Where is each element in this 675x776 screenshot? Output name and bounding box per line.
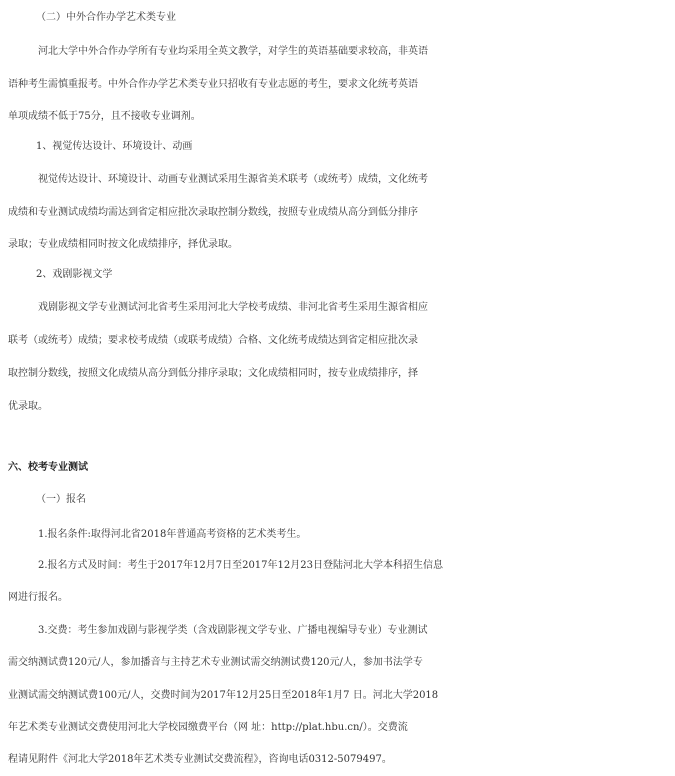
list-item: 2.报名方式及时间：考生于2017年12月7日至2017年12月23日登陆河北大学本科招生信息 [38, 560, 443, 571]
subsection-heading: （一）报名 [36, 494, 86, 505]
subsection-heading: 1、视觉传达设计、环境设计、动画 [36, 141, 193, 152]
paragraph-line: 河北大学中外合作办学所有专业均采用全英文教学，对学生的英语基础要求较高，非英语 [38, 46, 428, 57]
section-heading: （二）中外合作办学艺术类专业 [36, 12, 176, 23]
paragraph-line: 需交纳测试费120元/人，参加播音与主持艺术专业测试需交纳测试费120元/人，参加书法学专 [8, 657, 423, 668]
subsection-heading: 2、戏剧影视文学 [36, 269, 113, 280]
paragraph-line: 年艺术类专业测试交费使用河北大学校园缴费平台（网 址：http://plat.hbu.cn/）。交费流 [8, 722, 408, 733]
paragraph-line: 网进行报名。 [8, 592, 68, 603]
section-title: 六、校考专业测试 [8, 462, 88, 473]
paragraph-line: 取控制分数线，按照文化成绩从高分到低分排序录取；文化成绩相同时，按专业成绩排序，择 [8, 368, 418, 379]
paragraph-line: 戏剧影视文学专业测试河北省考生采用河北大学校考成绩、非河北省考生采用生源省相应 [38, 302, 428, 313]
paragraph-line: 程请见附件《河北大学2018年艺术类专业测试交费流程》，咨询电话0312-5079497。 [8, 754, 392, 765]
list-item: 3.交费：考生参加戏剧与影视学类（含戏剧影视文学专业、广播电视编导专业）专业测试 [38, 625, 428, 636]
paragraph-line: 联考（或统考）成绩；要求校考成绩（或联考成绩）合格、文化统考成绩达到省定相应批次录 [8, 335, 418, 346]
paragraph-line: 成绩和专业测试成绩均需达到省定相应批次录取控制分数线，按照专业成绩从高分到低分排序 [8, 207, 418, 218]
paragraph-line: 录取；专业成绩相同时按文化成绩排序，择优录取。 [8, 239, 238, 250]
paragraph-line: 视觉传达设计、环境设计、动画专业测试采用生源省美术联考（或统考）成绩，文化统考 [38, 174, 428, 185]
paragraph-line: 业测试需交纳测试费100元/人，交费时间为2017年12月25日至2018年1月7 日。河北大学2018 [8, 690, 439, 701]
paragraph-line: 优录取。 [8, 401, 48, 412]
paragraph-line: 单项成绩不低于75分，且不接收专业调剂。 [8, 111, 201, 122]
paragraph-line: 语种考生需慎重报考。中外合作办学艺术类专业只招收有专业志愿的考生，要求文化统考英语 [8, 79, 418, 90]
list-item: 1.报名条件:取得河北省2018年普通高考资格的艺术类考生。 [38, 529, 307, 540]
